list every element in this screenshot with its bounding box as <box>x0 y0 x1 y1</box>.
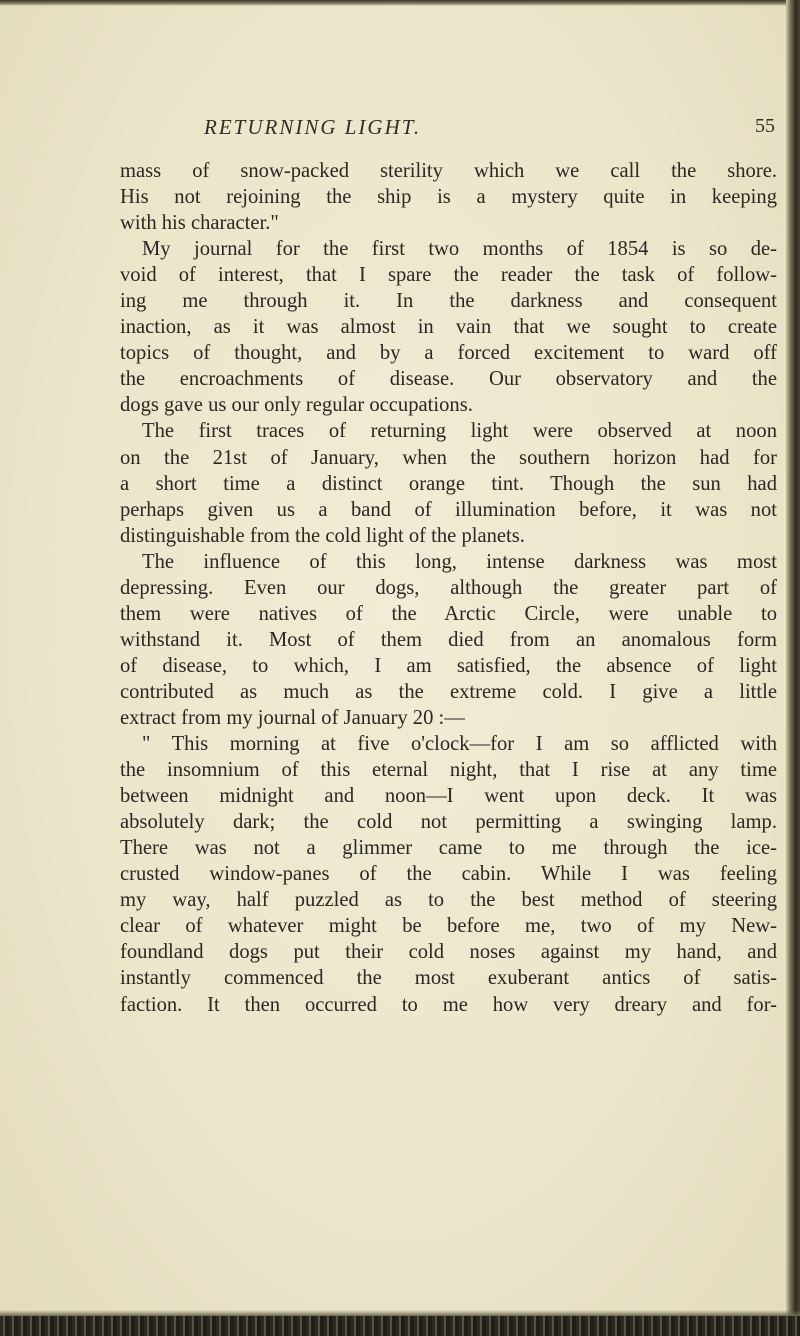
text-line: instantly commenced the most exuberant antics of satis- <box>120 967 777 990</box>
page-bottom-edge <box>0 1316 800 1336</box>
text-line: of disease, to which, I am satisfied, the absence of light <box>120 654 777 677</box>
text-line: His not rejoining the ship is a mystery quite in keeping <box>120 186 777 209</box>
text-line: with his character." <box>120 212 279 235</box>
text-line: topics of thought, and by a forced excitement to ward off <box>120 342 777 365</box>
running-title: RETURNING LIGHT. <box>204 115 422 139</box>
text-line: inaction, as it was almost in vain that we sought to create <box>120 316 777 339</box>
text-line: void of interest, that I spare the reader the task of follow- <box>120 264 777 287</box>
page-number: 55 <box>755 115 775 137</box>
text-line: There was not a glimmer came to me through the ice- <box>120 837 777 860</box>
running-head <box>120 115 775 145</box>
text-line: a short time a distinct orange tint. Though the sun had <box>120 472 777 495</box>
text-line: My journal for the first two months of 1854 is so de- <box>142 238 777 261</box>
book-spine-edge <box>786 0 800 1336</box>
text-line: absolutely dark; the cold not permitting a swinging lamp. <box>120 811 777 834</box>
text-line: dogs gave us our only regular occupations. <box>120 394 473 417</box>
text-line: between midnight and noon—I went upon deck. It was <box>120 785 777 808</box>
text-line: " This morning at five o'clock—for I am so afflicted with <box>142 733 777 756</box>
text-line: mass of snow-packed sterility which we call the shore. <box>120 160 777 182</box>
page-top-edge <box>0 0 800 6</box>
text-line: the insomnium of this eternal night, that I rise at any time <box>120 759 777 782</box>
text-line: them were natives of the Arctic Circle, were unable to <box>120 602 777 625</box>
text-line: perhaps given us a band of illumination before, it was not <box>120 498 777 521</box>
text-line: The influence of this long, intense darkness was most <box>142 550 777 573</box>
text-line: The first traces of returning light were observed at noon <box>142 420 777 443</box>
text-line: distinguishable from the cold light of the planets. <box>120 524 525 547</box>
text-line: faction. It then occurred to me how very dreary and for- <box>120 993 777 1016</box>
text-line: clear of whatever might be before me, two of my New- <box>120 915 777 938</box>
text-line: on the 21st of January, when the southern horizon had for <box>120 446 777 469</box>
text-line: withstand it. Most of them died from an anomalous form <box>120 628 777 651</box>
text-line: ing me through it. In the darkness and consequent <box>120 290 777 313</box>
text-line: foundland dogs put their cold noses against my hand, and <box>120 941 777 964</box>
text-line: the encroachments of disease. Our observatory and the <box>120 368 777 391</box>
text-line: my way, half puzzled as to the best method of steering <box>120 889 777 912</box>
text-line: crusted window-panes of the cabin. While I was feeling <box>120 863 777 886</box>
text-line: contributed as much as the extreme cold. I give a little <box>120 680 777 703</box>
text-line: extract from my journal of January 20 :— <box>120 706 465 729</box>
body-text <box>120 158 777 1018</box>
text-line: depressing. Even our dogs, although the greater part of <box>120 576 777 599</box>
